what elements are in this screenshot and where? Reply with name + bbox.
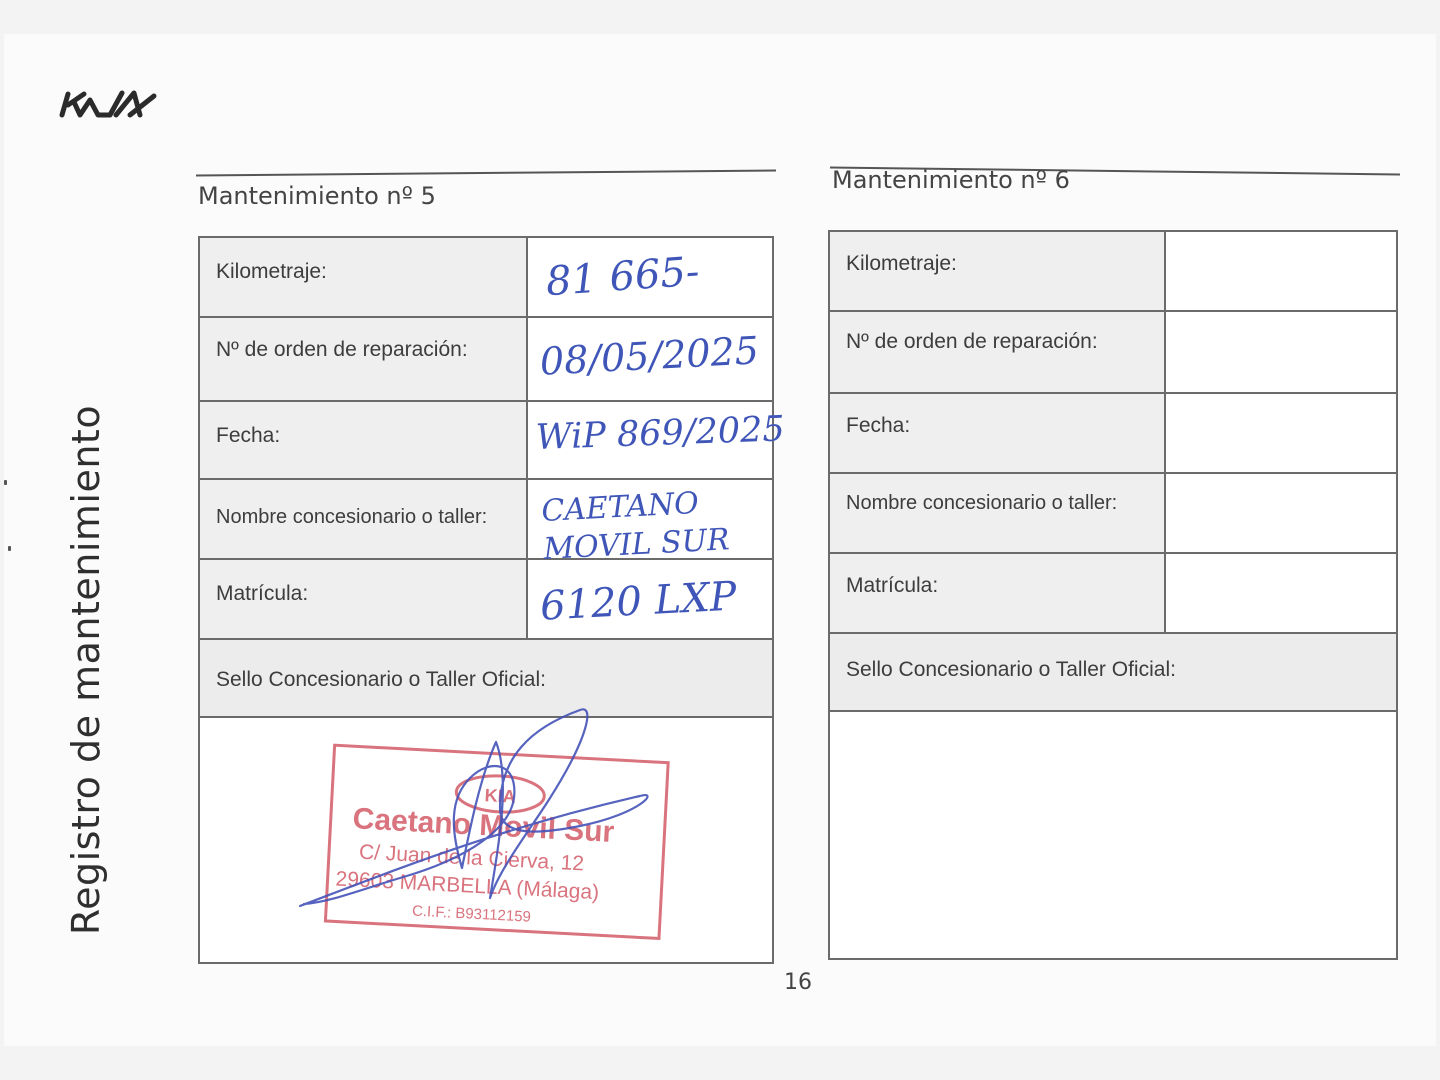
stamp-name: Caetano Movil Sur [351,802,616,849]
page-speck [8,546,11,551]
handwritten-kilometraje: 81 665- [544,248,701,306]
row-orden-reparacion [830,312,1396,394]
value-orden [1166,312,1396,392]
side-title: Registro de mantenimiento [64,404,108,936]
field-label: Sello Concesionario o Taller Oficial: [216,668,546,691]
field-label: Matrícula: [830,554,1166,632]
field-label: Matrícula: [200,560,528,638]
handwritten-concesionario: CAETANO MOVIL SUR [540,485,731,567]
handwritten-matricula: 6120 LXP [539,573,738,630]
section-title: Mantenimiento nº 5 [198,182,436,210]
row-kilometraje [200,238,772,318]
value-matricula [1166,554,1396,632]
row-concesionario [200,480,772,567]
page-speck [4,480,7,485]
field-label: Kilometraje: [200,238,528,316]
stamp-area [200,718,772,962]
field-label: Sello Concesionario o Taller Oficial: [846,658,1176,681]
handwritten-fecha: WiP 869/2025 [535,409,786,458]
maintenance-form-6 [828,230,1398,960]
row-matricula [830,554,1396,634]
row-matricula [200,560,772,640]
stamp-city: 29603 MARBELLA (Málaga) [335,867,600,905]
section-title: Mantenimiento nº 6 [832,166,1070,194]
maintenance-form-5 [198,236,786,964]
dealer-stamp [200,718,772,962]
stamp-area [830,712,1396,958]
row-kilometraje [830,232,1396,312]
field-label: Nombre concesionario o taller: [200,480,528,558]
value-kilometraje [1166,232,1396,310]
row-concesionario [830,474,1396,554]
row-sello [830,634,1396,712]
field-label: Fecha: [830,394,1166,472]
row-orden-reparacion [200,318,772,402]
field-label: Kilometraje: [830,232,1166,310]
value-concesionario [1166,474,1396,552]
stamp-address: C/ Juan de la Cierva, 12 [358,840,585,876]
field-label: Nº de orden de reparación: [830,312,1166,392]
page-number: 16 [784,970,812,995]
handwritten-orden: 08/05/2025 [538,328,760,384]
field-label: Nombre concesionario o taller: [830,474,1166,552]
field-label: Fecha: [200,402,528,478]
row-fecha [830,394,1396,474]
row-fecha [200,402,786,480]
row-sello [200,640,772,718]
stamp-cif: C.I.F.: B93112159 [411,902,532,926]
value-fecha [1166,394,1396,472]
kia-logo [58,88,162,120]
stamp-brand: KIA [484,785,517,807]
field-label: Nº de orden de reparación: [200,318,528,400]
